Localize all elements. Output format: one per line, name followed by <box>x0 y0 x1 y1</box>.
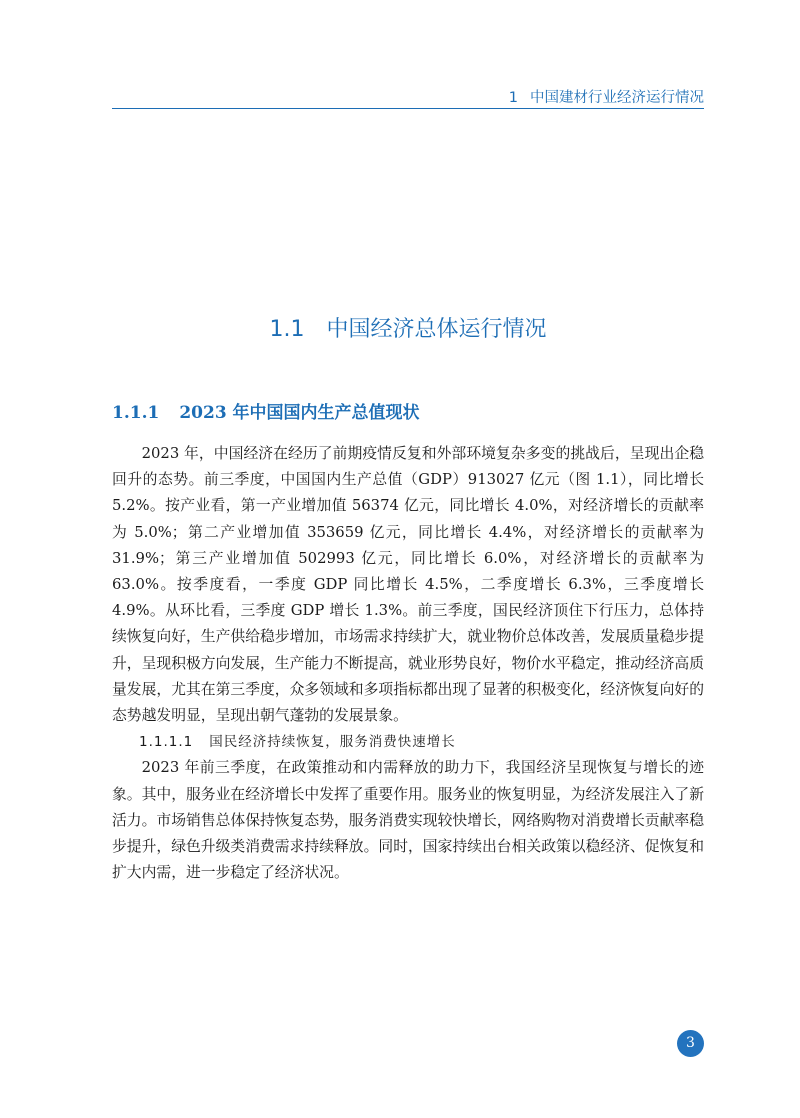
section-number: 1.1 <box>269 317 305 342</box>
subsubsection-number: 1.1.1.1 <box>139 734 194 751</box>
running-header <box>112 86 704 107</box>
section-heading <box>112 312 704 343</box>
body-text <box>112 441 704 886</box>
paragraph: 2023 年，中国经济在经历了前期疫情反复和外部环境复杂多变的挑战后，呈现出企稳回升的态势。前三季度，中国国内生产总值（GDP）913027 亿元（图 1.1），同比增长 5.2%。按产业看，第一产业增加值 56374 亿元，同比增长 4.0%，对经济增长的贡献率为 5.0%；第二产业增加值 353659 亿元，同比增长 4.4%，对经济增长的贡献率为 31.9%；第三产业增加值 502993 亿元，同比增长 6.0%，对经济增长的贡献率为 63.0%。按季度看，一季度 GDP 同比增长 4.5%，二季度增长 6.3%，三季度增长 4.9%。从环比看，三季度 GDP 增长 1.3%。前三季度，国民经济顶住下行压力，总体持续恢复向好，生产供给稳步增加，市场需求持续扩大，就业物价总体改善，发展质量稳步提升，呈现积极方向发展，生产能力不断提高，就业形势良好，物价水平稳定，推动经济高质量发展，尤其在第三季度，众多领域和多项指标都出现了显著的积极变化，经济恢复向好的态势越发明显，呈现出朝气蓬勃的发展景象。 <box>112 445 704 725</box>
subsection-title: 2023 年中国国内生产总值现状 <box>179 403 420 423</box>
header-divider <box>112 108 704 109</box>
section-title: 中国经济总体运行情况 <box>326 317 547 342</box>
chapter-number: 1 <box>508 90 518 106</box>
subsubsection-title: 国民经济持续恢复，服务消费快速增长 <box>209 734 456 751</box>
page-number-badge: 3 <box>677 1030 704 1057</box>
subsection-heading <box>112 398 420 423</box>
chapter-title: 中国建材行业经济运行情况 <box>530 90 704 106</box>
subsubsection-heading <box>112 729 704 755</box>
subsection-number: 1.1.1 <box>112 403 160 423</box>
paragraph: 2023 年前三季度，在政策推动和内需释放的助力下，我国经济呈现恢复与增长的迹象。其中，服务业在经济增长中发挥了重要作用。服务业的恢复明显，为经济发展注入了新活力。市场销售总体保持恢复态势，服务消费实现较快增长，网络购物对消费增长贡献率稳步提升，绿色升级类消费需求持续释放。同时，国家持续出台相关政策以稳经济、促恢复和扩大内需，进一步稳定了经济状况。 <box>112 759 704 882</box>
